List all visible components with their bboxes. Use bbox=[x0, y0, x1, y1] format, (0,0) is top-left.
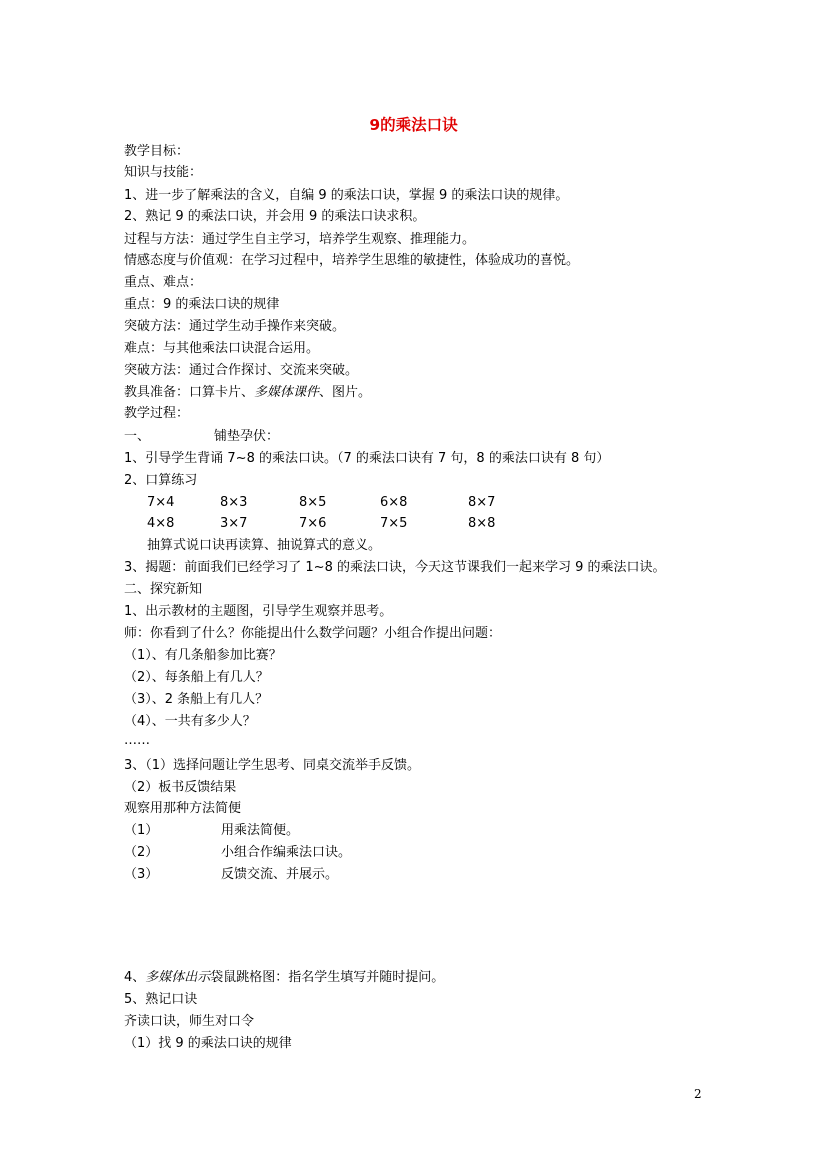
text-line: （1）找 9 的乘法口诀的规律 bbox=[124, 1036, 292, 1051]
page-title: 9的乘法口诀 bbox=[369, 116, 458, 134]
page-number: 2 bbox=[694, 1087, 702, 1101]
text-line: 1、出示教材的主题图，引导学生观察并思考。 bbox=[124, 604, 393, 619]
text-line: 知识与技能： bbox=[124, 165, 203, 180]
text-line: 5、熟记口诀 bbox=[124, 992, 198, 1007]
calc-cell: 7×4 bbox=[147, 495, 175, 510]
text-line: 突破方法：通过学生动手操作来突破。 bbox=[124, 319, 346, 334]
method-text: 反馈交流、并展示。 bbox=[221, 867, 339, 882]
text-line: 2、口算练习 bbox=[124, 473, 198, 488]
calc-cell: 8×8 bbox=[468, 516, 496, 531]
calc-cell: 7×6 bbox=[299, 516, 327, 531]
item-4-italic: 多媒体出示 bbox=[145, 970, 211, 985]
teaching-aids-italic: 多媒体课件 bbox=[254, 385, 320, 400]
text-line: 重点、难点： bbox=[124, 275, 203, 290]
method-text: 用乘法简便。 bbox=[221, 823, 300, 838]
text-line: 观察用那种方法简便 bbox=[124, 801, 242, 816]
text-line: 情感态度与价值观：在学习过程中，培养学生思维的敏捷性，体验成功的喜悦。 bbox=[124, 253, 580, 268]
calc-cell: 8×7 bbox=[468, 495, 496, 510]
calc-cell: 8×5 bbox=[299, 495, 327, 510]
text-line: （1）、有几条船参加比赛？ bbox=[124, 648, 282, 663]
calc-cell: 8×3 bbox=[220, 495, 248, 510]
text-line: 师：你看到了什么？你能提出什么数学问题？小组合作提出问题： bbox=[124, 626, 502, 641]
text-line: 2、熟记 9 的乘法口诀，并会用 9 的乘法口诀求积。 bbox=[124, 209, 426, 224]
section-number: 一、 bbox=[124, 429, 151, 444]
text-line: 教学过程： bbox=[124, 406, 190, 421]
text-line: 二、探究新知 bbox=[124, 582, 203, 597]
item-4-number: 4、 bbox=[124, 970, 146, 985]
text-line: …… bbox=[124, 733, 150, 748]
section-title: 铺垫孕伏： bbox=[214, 429, 280, 444]
calc-cell: 6×8 bbox=[380, 495, 408, 510]
text-line: （3）、2 条船上有几人？ bbox=[124, 692, 269, 707]
teaching-aids-suffix: 、图片。 bbox=[319, 385, 372, 400]
item-4-text: 袋鼠跳格图：指名学生填写并随时提问。 bbox=[210, 970, 445, 985]
text-line: （4）、一共有多少人？ bbox=[124, 714, 256, 729]
text-line: 重点：9 的乘法口诀的规律 bbox=[124, 297, 280, 312]
text-line: 3、（1）选择问题让学生思考、同桌交流举手反馈。 bbox=[124, 758, 421, 773]
text-line: （2）板书反馈结果 bbox=[124, 780, 237, 795]
text-line: 抽算式说口诀再读算、抽说算式的意义。 bbox=[147, 538, 382, 553]
text-line: 1、进一步了解乘法的含义，自编 9 的乘法口诀，掌握 9 的乘法口诀的规律。 bbox=[124, 188, 569, 203]
text-line: 1、引导学生背诵 7~8 的乘法口诀。（7 的乘法口诀有 7 句，8 的乘法口诀有 8 句） bbox=[124, 451, 610, 466]
method-number: （1） bbox=[124, 823, 159, 838]
text-line: 3、揭题：前面我们已经学习了 1~8 的乘法口诀，今天这节课我们一起来学习 9 的乘法口诀。 bbox=[124, 560, 666, 575]
text-line: （2）、每条船上有几人？ bbox=[124, 670, 269, 685]
text-line: 突破方法：通过合作探讨、交流来突破。 bbox=[124, 363, 359, 378]
method-number: （3） bbox=[124, 867, 159, 882]
calc-cell: 4×8 bbox=[147, 516, 175, 531]
text-line: 教学目标： bbox=[124, 144, 190, 159]
calc-cell: 7×5 bbox=[380, 516, 408, 531]
section-1-heading bbox=[124, 428, 279, 446]
method-number: （2） bbox=[124, 845, 159, 860]
item-4-line bbox=[124, 969, 444, 987]
method-text: 小组合作编乘法口诀。 bbox=[221, 845, 352, 860]
text-line: 难点：与其他乘法口诀混合运用。 bbox=[124, 341, 320, 356]
calc-cell: 3×7 bbox=[220, 516, 248, 531]
text-line: 齐读口诀，师生对口令 bbox=[124, 1014, 255, 1029]
teaching-aids-line bbox=[124, 384, 371, 402]
text-line: 过程与方法：通过学生自主学习，培养学生观察、推理能力。 bbox=[124, 232, 476, 247]
teaching-aids-prefix: 教具准备：口算卡片、 bbox=[124, 385, 255, 400]
